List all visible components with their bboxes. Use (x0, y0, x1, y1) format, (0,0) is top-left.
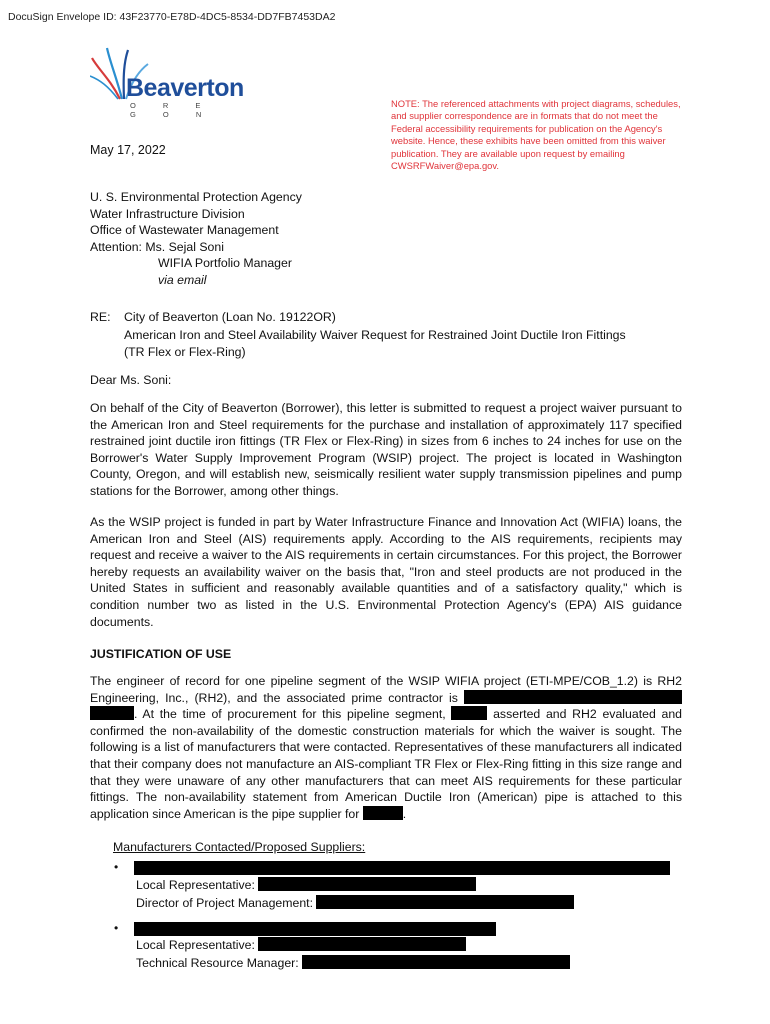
redacted-rep-1 (258, 877, 476, 891)
subject-line-1: City of Beaverton (Loan No. 19122OR) (124, 310, 336, 324)
justification-heading: JUSTIFICATION OF USE (90, 647, 232, 661)
manufacturer-2-rep (136, 937, 466, 952)
paragraph-3-part-2: . At the time of procurement for this pipeline segment, (134, 707, 446, 722)
redacted-supplier (363, 806, 403, 820)
manufacturer-1-rep-label: Local Representative: (136, 878, 255, 892)
redacted-manufacturer-2 (134, 922, 496, 936)
logo-state: O R E G O N (130, 101, 214, 119)
paragraph-3 (90, 673, 682, 822)
subject-line-2: American Iron and Steel Availability Waiver Request for Restrained Joint Ductile Iron Fittings (124, 327, 626, 342)
manufacturers-title: Manufacturers Contacted/Proposed Suppliers: (113, 840, 366, 854)
address-line-1: U. S. Environmental Protection Agency (90, 190, 302, 204)
redacted-role-1 (316, 895, 574, 909)
bullet-1: • (114, 860, 119, 874)
redacted-manufacturer-1 (134, 861, 670, 875)
accessibility-note: NOTE: The referenced attachments with project diagrams, schedules, and supplier correspondence are in formats that do not meet the Federal accessibility requirements for publication on the Agency's website. Hence, these exhibits have been omitted from this waiver publication. They are available upon request by emailing CWSRFWaiver@epa.gov. (391, 98, 681, 172)
redacted-party (451, 706, 487, 720)
paragraph-2: As the WSIP project is funded in part by Water Infrastructure Finance and Innovation Act (WIFIA) loans, the American Iron and Steel (AIS) requirements apply. According to the AIS requirements, recipients may request and receive a waiver to the AIS requirements in certain circumstances. For this project, the Borrower hereby requests an availability waiver on the basis that, "Iron and steel products are not produced in the United States in sufficient and reasonably available quantities and of a satisfactory quality," which is condition number two as listed in the U.S. Environmental Protection Agency's (EPA) AIS guidance documents. (90, 515, 682, 629)
redacted-contractor (464, 690, 682, 704)
recipient-address (90, 189, 682, 289)
manufacturer-2-rep-label: Local Representative: (136, 938, 255, 952)
salutation: Dear Ms. Soni: (90, 373, 172, 387)
paragraph-3-part-3: asserted and RH2 evaluated and confirmed the non-availability of the domestic construction materials for which the waiver is sought. The following is a list of manufacturers that were contacted. Representatives of these manufacturers all indicated that their company does not manufacture an AIS-compliant TR Flex or Flex-Ring fitting in this size range and that they were unaware of any other manufacturers that can meet AIS requirements for these particular fittings. The non-availability statement from American Ductile Iron (American) pipe is attached to this application since American is the pipe supplier for (90, 707, 683, 821)
redacted-rep-2 (258, 937, 466, 951)
manufacturer-1-rep (136, 877, 476, 892)
attention-line: Attention: Ms. Sejal Soni (90, 239, 224, 254)
paragraph-1: On behalf of the City of Beaverton (Borrower), this letter is submitted to request a project waiver pursuant to the American Iron and Steel requirements for the purchase and installation of approximately 117 specified restrained joint ductile iron fittings (TR Flex or Flex-Ring) in sizes from 6 inches to 24 inches for use on the Borrower's Water Supply Improvement Program (WSIP) project. The project is located in Washington County, Oregon, and will establish new, seismically resilient water supply transmission pipelines and pump stations for the Borrower, among other things. (90, 401, 682, 498)
address-line-3: Office of Wastewater Management (90, 223, 279, 238)
manufacturer-1-role-label: Director of Project Management: (136, 896, 314, 910)
letter-date: May 17, 2022 (90, 143, 166, 157)
redacted-contractor-cont (90, 706, 134, 720)
recipient-title: WIFIA Portfolio Manager (158, 256, 292, 271)
manufacturer-2-role (136, 955, 570, 970)
manufacturer-2-role-label: Technical Resource Manager: (136, 956, 299, 970)
delivery-method: via email (158, 272, 207, 287)
bullet-2: • (114, 921, 119, 935)
manufacturer-1-role (136, 895, 574, 910)
docusign-envelope-id: DocuSign Envelope ID: 43F23770-E78D-4DC5-8534-DD7FB7453DA2 (8, 11, 336, 23)
subject-line-3: (TR Flex or Flex-Ring) (124, 345, 246, 360)
redacted-role-2 (302, 955, 570, 969)
logo-wordmark: Beaverton (126, 74, 244, 102)
paragraph-3-part-4: . (402, 806, 407, 821)
paragraph-3-part-1: The engineer of record for one pipeline segment of the WSIP WIFIA project (ETI-MPE/COB_1.2) is RH2 Engineering, Inc., (RH2), and the associated prime contractor is (90, 674, 682, 705)
re-label: RE: (90, 310, 111, 324)
beaverton-logo (90, 44, 244, 119)
address-line-2: Water Infrastructure Division (90, 206, 245, 221)
